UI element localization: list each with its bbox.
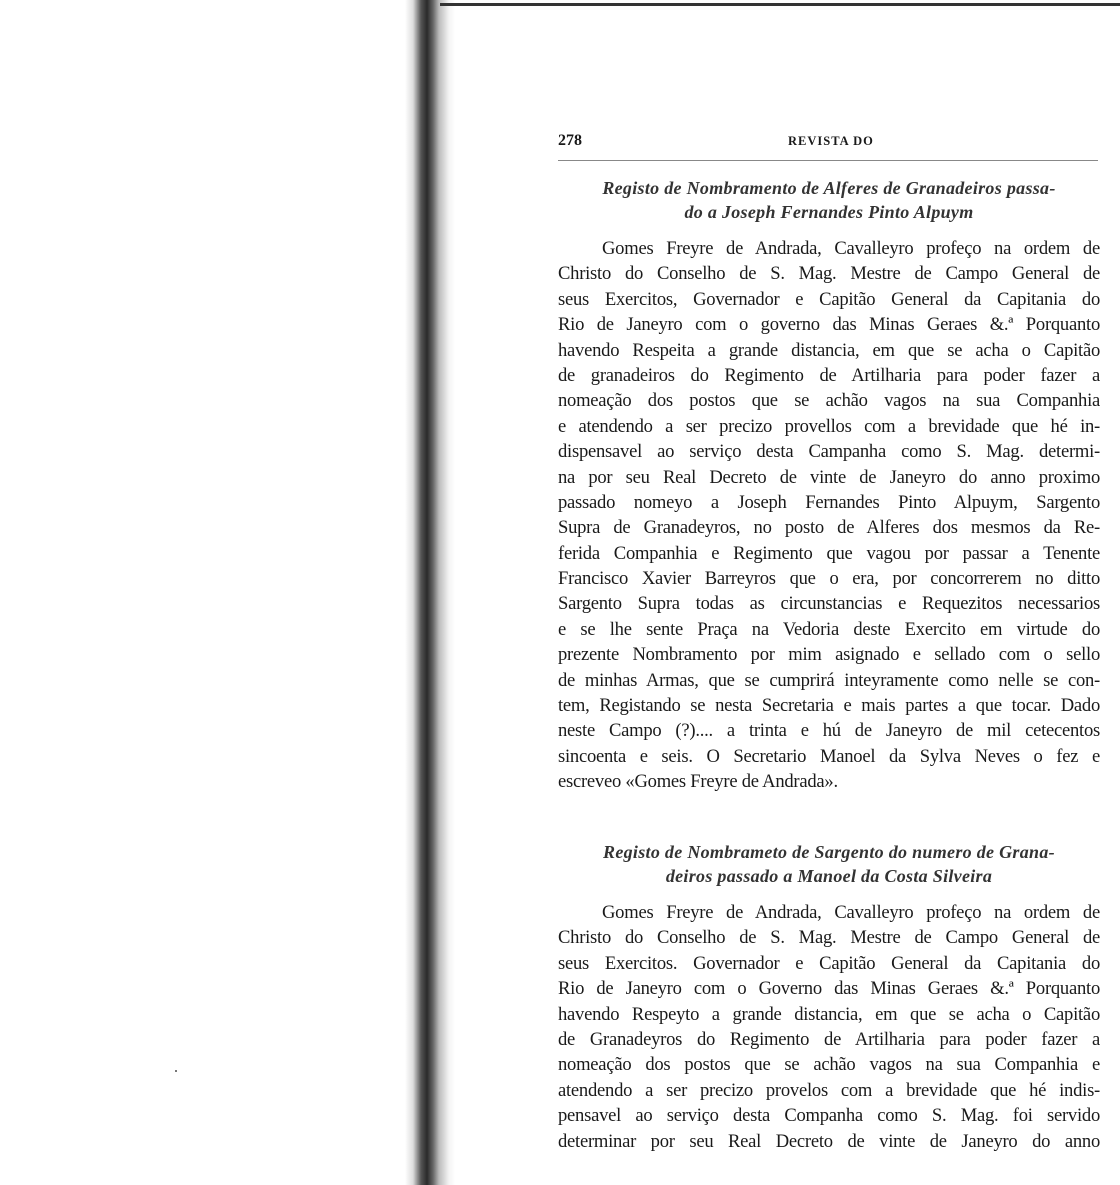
text-line: escreveo «Gomes Freyre de Andrada». xyxy=(558,771,838,793)
text-line: determinar por seu Real Decreto de vinte de Janeyro do anno xyxy=(558,1130,1100,1152)
text-line: de granadeiros do Regimento de Artilharia para poder fazer a xyxy=(558,364,1100,386)
text-line: nomeação dos postos que se achão vagos na sua Companhia e xyxy=(558,1054,1100,1076)
text-line: seus Exercitos. Governador e Capitão General da Capitania do xyxy=(558,952,1100,974)
text-line: Christo do Conselho de S. Mag. Mestre de Campo General de xyxy=(558,263,1100,285)
text-line: Francisco Xavier Barreyros que o era, por concorrerem no ditto xyxy=(558,568,1100,590)
text-line: dispensavel ao serviço desta Campanha como S. Mag. determi- xyxy=(558,441,1100,463)
text-line: Sargento Supra todas as circunstancias e Requezitos necessarios xyxy=(558,593,1100,615)
text-line: Rio de Janeyro com o governo das Minas Geraes &.ª Porquanto xyxy=(558,314,1100,336)
text-line: e atendendo a ser precizo provellos com a brevidade que hé in- xyxy=(558,415,1100,437)
text-line: Rio de Janeyro com o Governo das Minas Geraes &.ª Porquanto xyxy=(558,978,1100,1000)
page-number: 278 xyxy=(558,132,582,149)
text-line: de Granadeyros do Regimento de Artilharia para poder fazer a xyxy=(558,1028,1100,1050)
section-title-1 xyxy=(558,176,1100,224)
text-line: Gomes Freyre de Andrada, Cavalleyro profeço na ordem de xyxy=(602,238,1100,259)
text-line: seus Exercitos, Governador e Capitão General da Capitania do xyxy=(558,288,1100,310)
text-line: ferida Companhia e Regimento que vagou por passar a Tenente xyxy=(558,542,1100,564)
title-line: Registo de Nombrameto de Sargento do numero de Grana- xyxy=(603,842,1055,862)
text-line: sincoenta e seis. O Secretario Manoel da Sylva Neves o fez e xyxy=(558,745,1100,767)
title-line: Registo de Nombramento de Alferes de Granadeiros passa- xyxy=(602,178,1056,198)
text-line: Supra de Granadeyros, no posto de Alferes dos mesmos da Re- xyxy=(558,517,1100,539)
title-line: deiros passado a Manoel da Costa Silveira xyxy=(665,866,993,886)
page-top-edge xyxy=(440,3,1120,6)
text-line: e se lhe sente Praça na Vedoria deste Exercito em virtude do xyxy=(558,618,1100,640)
title-line: do a Joseph Fernandes Pinto Alpuym xyxy=(684,202,974,222)
text-line: passado nomeyo a Joseph Fernandes Pinto Alpuym, Sargento xyxy=(558,491,1100,513)
section-body-2 xyxy=(558,900,1100,1154)
text-line: atendendo a ser precizo provelos com a brevidade que hé indis- xyxy=(558,1079,1100,1101)
section-title-2 xyxy=(558,840,1100,888)
text-line: tem, Registando se nesta Secretaria e mais partes a que tocar. Dado xyxy=(558,695,1100,717)
text-line: havendo Respeyto a grande distancia, em que se acha o Capitão xyxy=(558,1003,1100,1025)
scan-speck xyxy=(175,1070,177,1072)
running-title: REVISTA DO xyxy=(788,134,874,148)
text-line: havendo Respeita a grande distancia, em que se acha o Capitão xyxy=(558,339,1100,361)
book-binding-shadow xyxy=(405,0,455,1185)
section-body-1 xyxy=(558,236,1100,795)
text-line: de minhas Armas, que se cumprirá inteyramente como nelle se con- xyxy=(558,669,1100,691)
text-line: Christo do Conselho de S. Mag. Mestre de Campo General de xyxy=(558,927,1100,949)
text-line: neste Campo (?).... a trinta e hú de Janeyro de mil cetecentos xyxy=(558,720,1100,742)
text-line: na por seu Real Decreto de vinte de Janeyro do anno proximo xyxy=(558,466,1100,488)
text-line: Gomes Freyre de Andrada, Cavalleyro profeço na ordem de xyxy=(602,902,1100,923)
text-line: prezente Nombramento por mim asignado e sellado com o sello xyxy=(558,644,1100,666)
header-rule xyxy=(558,160,1098,161)
text-line: nomeação dos postos que se achão vagos na sua Companhia xyxy=(558,390,1100,412)
text-line: pensavel ao serviço desta Companha como S. Mag. foi servido xyxy=(558,1105,1100,1127)
